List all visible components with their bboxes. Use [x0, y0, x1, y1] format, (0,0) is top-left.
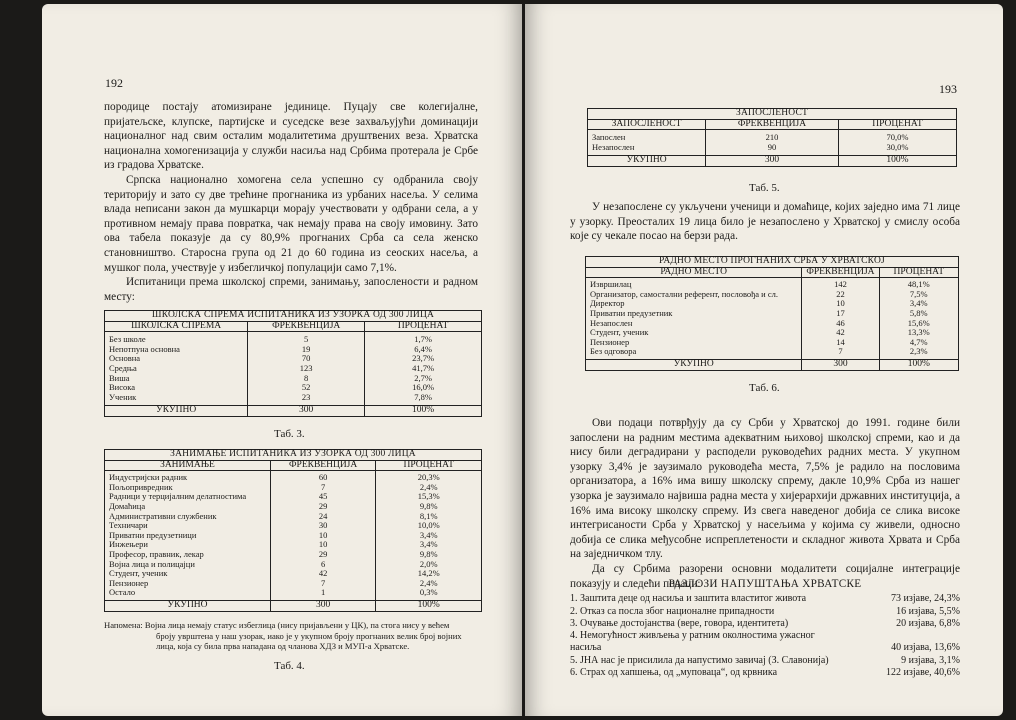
percent-value: 8,1%	[419, 510, 438, 521]
frequency-value: 30	[318, 520, 328, 531]
frequency-value: 210	[765, 132, 779, 143]
table-occupation	[104, 449, 482, 612]
percent-value: 2,3%	[909, 346, 928, 357]
table-title: ЗАПОСЛЕНОСТ	[588, 109, 957, 120]
frequency-value: 52	[301, 382, 311, 393]
frequency-cell	[802, 278, 879, 360]
paragraph: Испитаници према школској спреми, занимању, запослености и радном месту:	[104, 276, 478, 303]
paragraph: Ови подаци потврђују да су Срби у Хрватској до 1991. године били запослени на радним местима адекватним њиховој школској спреми, као и да нису били деградирани у расподели руководећих радних места. У укупном узорку 3,4% је заузимало руководећа места, 7,5% је радило на пословима организатора, а 16% има вишу школску спрему, дакле 10,9% Срба из нашег узорка је заузимало највиша радна места у хијерархији државних институција, а 16% има високу школску спрему. Из свега наведеног добија се слика високе интегрисаности Срба у Хрватској у насељима у којима су живели, односно добија се слика међусобне испреплетености и складног живота Хрвата и Срба на заједничком тлу.	[570, 417, 960, 561]
percent-value: 7,5%	[909, 288, 928, 299]
row-label: Непотпуна основна	[109, 343, 180, 354]
percent-value: 13,3%	[907, 327, 930, 338]
percent-value: 1,7%	[414, 334, 432, 345]
row-label: Професор, правник, лекар	[109, 548, 204, 559]
reason-value: 73 изјаве, 24,3%	[891, 593, 960, 605]
frequency-value: 8	[304, 372, 309, 383]
table-title: ШКОЛСКА СПРЕМА ИСПИТАНИКА ИЗ УЗОРКА ОД 300 ЛИЦА	[105, 311, 482, 322]
note-line: Напомена: Војна лица немају статус избеглица (нису пријављени у ЦК), па стога нису у већем	[104, 620, 450, 630]
column-header: РАДНО МЕСТО	[586, 267, 802, 278]
table-title: РАДНО МЕСТО ПРОГНАНИХ СРБА У ХРВАТСКОЈ	[586, 257, 959, 268]
right-body-text	[570, 416, 960, 591]
frequency-value: 1	[321, 587, 326, 598]
paragraph: У незапослене су укључени ученици и домаћице, којих заједно има 71 лице у узорку. Преосталих 19 лица било је незапослено у Хрватској у смислу особа које су чекале посао на берзи рада.	[570, 201, 960, 243]
reason-label: 5. ЈНА нас је присилила да напустимо завичај (З. Славонија)	[570, 654, 829, 666]
percent-cell	[879, 278, 958, 360]
reason-label: 4. Немогућност живљења у ратним околностима ужасног насиља	[570, 630, 815, 654]
frequency-value: 29	[318, 548, 328, 559]
row-label: Домаћица	[109, 500, 146, 511]
percent-value: 5,8%	[909, 307, 928, 318]
column-header: ПРОЦЕНАТ	[879, 267, 958, 278]
table-total-row	[105, 600, 482, 611]
frequency-value: 123	[299, 362, 313, 373]
row-label: Запослен	[592, 132, 626, 143]
row-label: Средња	[109, 362, 137, 373]
table-body	[105, 332, 482, 406]
row-label: Техничари	[109, 520, 148, 531]
table-body	[588, 130, 957, 156]
note-line: броју уврштена у наш узорак, иако је у укупном броју прогнаних велик број војних	[156, 630, 462, 641]
row-label: Приватни предузетник	[590, 307, 673, 318]
percent-value: 70,0%	[886, 132, 909, 143]
total-frequency: 300	[802, 359, 879, 370]
column-header: ФРЕКВЕНЦИЈА	[270, 460, 376, 471]
percent-value: 15,3%	[417, 491, 440, 502]
column-header: ЗАНИМАЊЕ	[105, 460, 271, 471]
right-page	[525, 4, 1003, 716]
percent-value: 2,4%	[419, 481, 438, 492]
left-page	[42, 4, 522, 716]
frequency-value: 42	[836, 327, 845, 338]
percent-value: 23,7%	[412, 353, 435, 364]
label-cell	[588, 130, 706, 156]
reason-label: 2. Отказ са посла због националне припадности	[570, 605, 775, 617]
column-header: ЗАПОСЛЕНОСТ	[588, 119, 706, 130]
column-header: ПРОЦЕНАТ	[365, 321, 482, 332]
percent-value: 0,3%	[419, 587, 438, 598]
reason-label: 1. Заштита деце од насиља и заштита властитог живота	[570, 593, 807, 605]
note-line: лица, која су била прва нападана од чланова ХДЗ и МУП-а Хрватске.	[156, 641, 410, 651]
label-cell	[105, 332, 248, 406]
column-header: ПРОЦЕНАТ	[376, 460, 482, 471]
frequency-value: 23	[301, 391, 311, 402]
percent-value: 3,4%	[419, 529, 438, 540]
label-cell	[586, 278, 802, 360]
frequency-value: 19	[301, 343, 311, 354]
paragraph: Српска национално хомогена села успешно су одбранила своју територију и зато су две трећине прогнаника из урбаних насеља. У селима влада неписани закон да мушкарци морају учествовати у одбрани села, а у противном немају права повратка, чак немају права на своју имовину. Зато ова табела показује да су 80,9% прогнаних Срба са села женско становништво. Старосна група од 21 до 60 година из сеоских насеља, а мушког пола, учествује у избегличкој популацији само 7,1%.	[104, 173, 478, 274]
frequency-value: 10	[836, 298, 845, 309]
reason-item	[570, 606, 960, 618]
total-label: УКУПНО	[105, 406, 248, 417]
reason-item	[570, 655, 960, 667]
row-label: Радници у терцијалним делатностима	[109, 491, 247, 502]
row-label: Организатор, самостални референт, пословођа и сл.	[590, 288, 779, 299]
table-caption: Таб. 4.	[274, 660, 305, 672]
frequency-value: 24	[318, 510, 328, 521]
reason-item	[570, 667, 960, 679]
frequency-value: 7	[321, 481, 326, 492]
frequency-value: 29	[318, 500, 328, 511]
frequency-cell	[270, 471, 376, 601]
row-label: Виша	[109, 372, 130, 383]
row-label: Приватни предузетници	[109, 529, 197, 540]
reason-value: 20 изјава, 6,8%	[896, 617, 960, 629]
row-label: Студент, ученик	[590, 327, 649, 338]
column-header: ФРЕКВЕНЦИЈА	[248, 321, 365, 332]
total-label: УКУПНО	[588, 156, 706, 167]
column-header: ФРЕКВЕНЦИЈА	[706, 119, 839, 130]
reasons-list	[570, 578, 960, 679]
percent-cell	[376, 471, 482, 601]
percent-value: 2,7%	[414, 372, 432, 383]
reason-value: 122 изјаве, 40,6%	[886, 667, 960, 679]
row-label: Без школе	[109, 334, 146, 345]
table-total-row	[105, 406, 482, 417]
frequency-value: 14	[836, 336, 845, 347]
total-percent: 100%	[838, 156, 956, 167]
row-label: Без одговора	[590, 346, 637, 357]
percent-value: 2,4%	[419, 577, 438, 588]
row-label: Незапослен	[590, 317, 633, 328]
total-frequency: 300	[706, 156, 839, 167]
frequency-value: 60	[318, 472, 328, 483]
table-body	[105, 471, 482, 601]
frequency-value: 17	[836, 307, 845, 318]
row-label: Студент, ученик	[109, 568, 168, 579]
row-label: Пензионер	[109, 577, 149, 588]
table-caption: Таб. 3.	[274, 428, 305, 440]
frequency-value: 7	[321, 577, 326, 588]
row-label: Висока	[109, 382, 136, 393]
reason-label: 6. Страх од хапшења, од „муповаца“, од крвника	[570, 667, 778, 679]
total-percent: 100%	[376, 600, 482, 611]
row-label: Инжењери	[109, 539, 148, 550]
paragraph: Да су Србима разорени основни модалитети социјалне интеграције показују и следећи подаци:	[570, 562, 960, 590]
reason-item	[570, 593, 960, 605]
frequency-value: 22	[836, 288, 845, 299]
table-school-education	[104, 310, 482, 417]
column-header: ШКОЛСКА СПРЕМА	[105, 321, 248, 332]
table-caption: Таб. 5.	[749, 182, 780, 194]
percent-value: 6,4%	[414, 343, 432, 354]
label-cell	[105, 471, 271, 601]
table-total-row	[588, 156, 957, 167]
row-label: Индустријски радник	[109, 472, 188, 483]
percent-value: 9,8%	[419, 500, 438, 511]
percent-cell	[838, 130, 956, 156]
row-label: Извршилац	[590, 279, 632, 290]
percent-value: 41,7%	[412, 362, 435, 373]
frequency-value: 90	[767, 141, 777, 152]
percent-value: 30,0%	[886, 141, 909, 152]
frequency-value: 10	[318, 529, 328, 540]
percent-value: 2,0%	[419, 558, 438, 569]
percent-value: 15,6%	[907, 317, 930, 328]
frequency-value: 10	[318, 539, 328, 550]
row-label: Пољопривредник	[109, 481, 173, 492]
page-number: 193	[939, 82, 957, 96]
left-body-text	[104, 100, 478, 304]
row-label: Ученик	[109, 391, 137, 402]
percent-value: 3,4%	[419, 539, 438, 550]
right-intro-text	[570, 200, 960, 244]
percent-value: 20,3%	[417, 472, 440, 483]
row-label: Незапослен	[592, 141, 635, 152]
reason-label: 3. Очување достојанства (вере, говора, идентитета)	[570, 617, 789, 629]
percent-value: 9,8%	[419, 548, 438, 559]
frequency-value: 42	[318, 568, 328, 579]
table-workplace	[585, 256, 959, 371]
percent-value: 10,0%	[417, 520, 440, 531]
percent-value: 4,7%	[909, 336, 928, 347]
row-label: Пензионер	[590, 336, 630, 347]
page-number: 192	[105, 76, 123, 90]
table-body	[586, 278, 959, 360]
row-label: Административни службеник	[109, 510, 217, 521]
frequency-cell	[248, 332, 365, 406]
table-total-row	[586, 359, 959, 370]
frequency-value: 6	[321, 558, 326, 569]
total-percent: 100%	[365, 406, 482, 417]
frequency-value: 5	[304, 334, 309, 345]
frequency-value: 142	[834, 279, 847, 290]
row-label: Основна	[109, 353, 141, 364]
table-note	[104, 620, 488, 652]
total-percent: 100%	[879, 359, 958, 370]
table-title: ЗАНИМАЊЕ ИСПИТАНИКА ИЗ УЗОРКА ОД 300 ЛИЦА	[105, 450, 482, 461]
percent-cell	[365, 332, 482, 406]
row-label: Директор	[590, 298, 625, 309]
frequency-value: 45	[318, 491, 328, 502]
total-frequency: 300	[270, 600, 376, 611]
total-label: УКУПНО	[586, 359, 802, 370]
total-frequency: 300	[248, 406, 365, 417]
reason-item	[570, 630, 960, 655]
frequency-value: 70	[301, 353, 311, 364]
reasons-title: РАЗЛОЗИ НАПУШТАЊА ХРВАТСКЕ	[668, 578, 862, 590]
row-label: Војна лица и полицајци	[109, 558, 195, 569]
reason-value: 9 изјава, 3,1%	[901, 654, 960, 666]
column-header: ФРЕКВЕНЦИЈА	[802, 267, 879, 278]
percent-value: 48,1%	[907, 279, 930, 290]
frequency-value: 46	[836, 317, 845, 328]
column-header: ПРОЦЕНАТ	[838, 119, 956, 130]
frequency-value: 7	[838, 346, 843, 357]
row-label: Остало	[109, 587, 136, 598]
percent-value: 3,4%	[909, 298, 928, 309]
percent-value: 16,0%	[412, 382, 435, 393]
paragraph: породице постају атомизиране јединице. Пуцају све колегијалне, пријатељске, клупске, партијске и суседске везе захваљујући доминацији националног над свим осталим модалитетима друштвених веза. Хрватска национална хомогенизација у служби насиља над Србима протерала је Србе из градова Хрватске.	[104, 101, 478, 172]
percent-value: 14,2%	[417, 568, 440, 579]
percent-value: 7,8%	[414, 391, 432, 402]
reason-item	[570, 618, 960, 630]
frequency-cell	[706, 130, 839, 156]
reason-value: 16 изјава, 5,5%	[896, 605, 960, 617]
table-employment	[587, 108, 957, 167]
reason-value: 40 изјава, 13,6%	[891, 642, 960, 654]
table-caption: Таб. 6.	[749, 382, 780, 394]
total-label: УКУПНО	[105, 600, 271, 611]
